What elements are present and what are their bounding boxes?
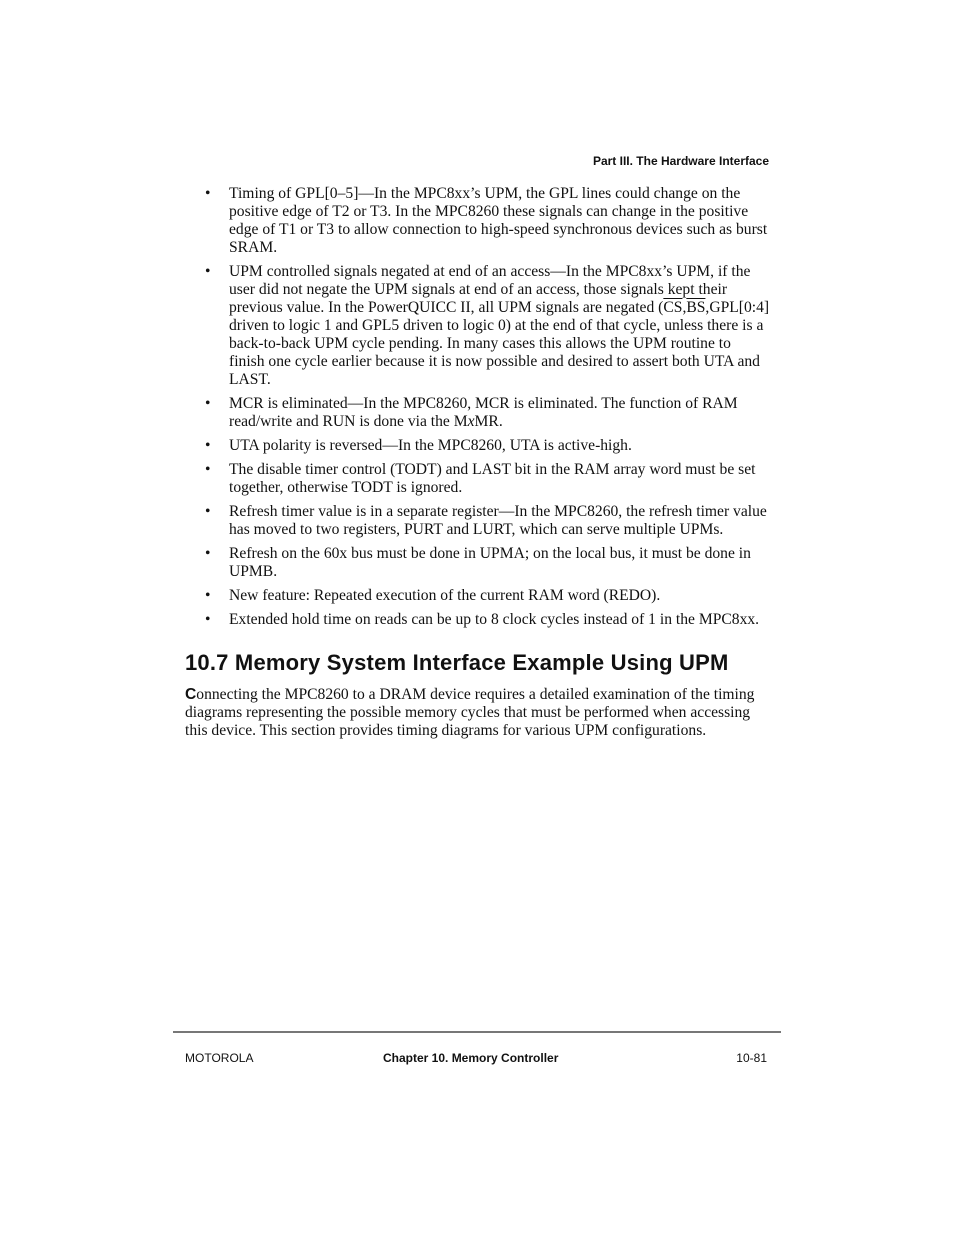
- bullet-list: [185, 185, 770, 629]
- bullet-text: Refresh timer value is in a separate register—In the MPC8260, the refresh timer value has moved to two registers, PURT and LURT, which can serve multiple UPMs.: [229, 503, 767, 538]
- bullet-item: [185, 503, 770, 539]
- footer-chapter: Chapter 10. Memory Controller: [383, 1051, 559, 1065]
- footer-publisher: MOTOROLA: [185, 1051, 254, 1065]
- bullet-text: The disable timer control (TODT) and LAST bit in the RAM array word must be set together, otherwise TODT is ignored.: [229, 461, 756, 496]
- page-content: [185, 185, 770, 740]
- running-header: Part III. The Hardware Interface: [592, 154, 769, 168]
- bullet-item: [185, 437, 770, 455]
- bullet-dot-icon: •: [205, 587, 211, 604]
- bullet-text: ,: [682, 299, 687, 316]
- bullet-text: $\overline{CS}$: [663, 299, 683, 316]
- bullet-dot-icon: •: [205, 461, 211, 478]
- bullet-item: [185, 263, 770, 389]
- bullet-text: Extended hold time on reads can be up to 8 clock cycles instead of 1 in the MPC8xx.: [229, 611, 760, 628]
- bullet-text: x: [467, 413, 475, 430]
- bullet-item: [185, 545, 770, 581]
- bullet-text: ,GPL[0:4] driven to logic 1 and GPL5 driven to logic 0) at the end of that cycle, unless there is a back-to-back UPM cycle pending. In many cases this allows the UPM routine to finish one cycle earlier because it is now possible and desired to assert both UTA and LAST.: [229, 299, 770, 388]
- bullet-text: $\overline{BS}$: [686, 299, 706, 316]
- bullet-text: MCR is eliminated—In the MPC8260, MCR is eliminated. The function of RAM read/write and RUN is done via the M: [229, 395, 738, 430]
- bullet-item: [185, 395, 770, 431]
- footer-rule: [173, 1031, 781, 1033]
- section-body-text: onnecting the MPC8260 to a DRAM device requires a detailed examination of the timing diagrams representing the possible memory cycles that must be performed when accessing this device. This section provides timing diagrams for various UPM configurations.: [185, 686, 755, 739]
- bullet-text: MR.: [474, 413, 503, 430]
- bullet-item: [185, 611, 770, 629]
- dropcap-letter: C: [185, 686, 197, 703]
- bullet-dot-icon: •: [205, 611, 211, 628]
- bullet-dot-icon: •: [205, 263, 211, 280]
- bullet-item: [185, 587, 770, 605]
- bullet-text: Refresh on the 60x bus must be done in UPMA; on the local bus, it must be done in UPMB.: [229, 545, 751, 580]
- bullet-item: [185, 461, 770, 497]
- bullet-item: [185, 185, 770, 257]
- bullet-text: New feature: Repeated execution of the current RAM word (REDO).: [229, 587, 661, 604]
- section-paragraph: [185, 686, 770, 740]
- bullet-dot-icon: •: [205, 545, 211, 562]
- bullet-text: UTA polarity is reversed—In the MPC8260, UTA is active-high.: [229, 437, 632, 454]
- bullet-text: Timing of GPL[0–5]—In the MPC8xx’s UPM, the GPL lines could change on the positive edge of T2 or T3. In the MPC8260 these signals can change in the positive edge of T1 or T3 to allow connection to high-speed synchronous devices such as burst SRAM.: [229, 185, 768, 256]
- bullet-dot-icon: •: [205, 437, 211, 454]
- bullet-dot-icon: •: [205, 503, 211, 520]
- bullet-dot-icon: •: [205, 395, 211, 412]
- section-heading: 10.7 Memory System Interface Example Using UPM: [185, 650, 729, 675]
- footer-page-number: 10-81: [736, 1051, 767, 1065]
- bullet-dot-icon: •: [205, 185, 211, 202]
- bullet-text: UPM controlled signals negated at end of an access—In the MPC8xx’s UPM, if the user did not negate the UPM signals at end of an access, those signals kept their previous value. In the PowerQUICC II, all UPM signals are negated (: [229, 263, 751, 316]
